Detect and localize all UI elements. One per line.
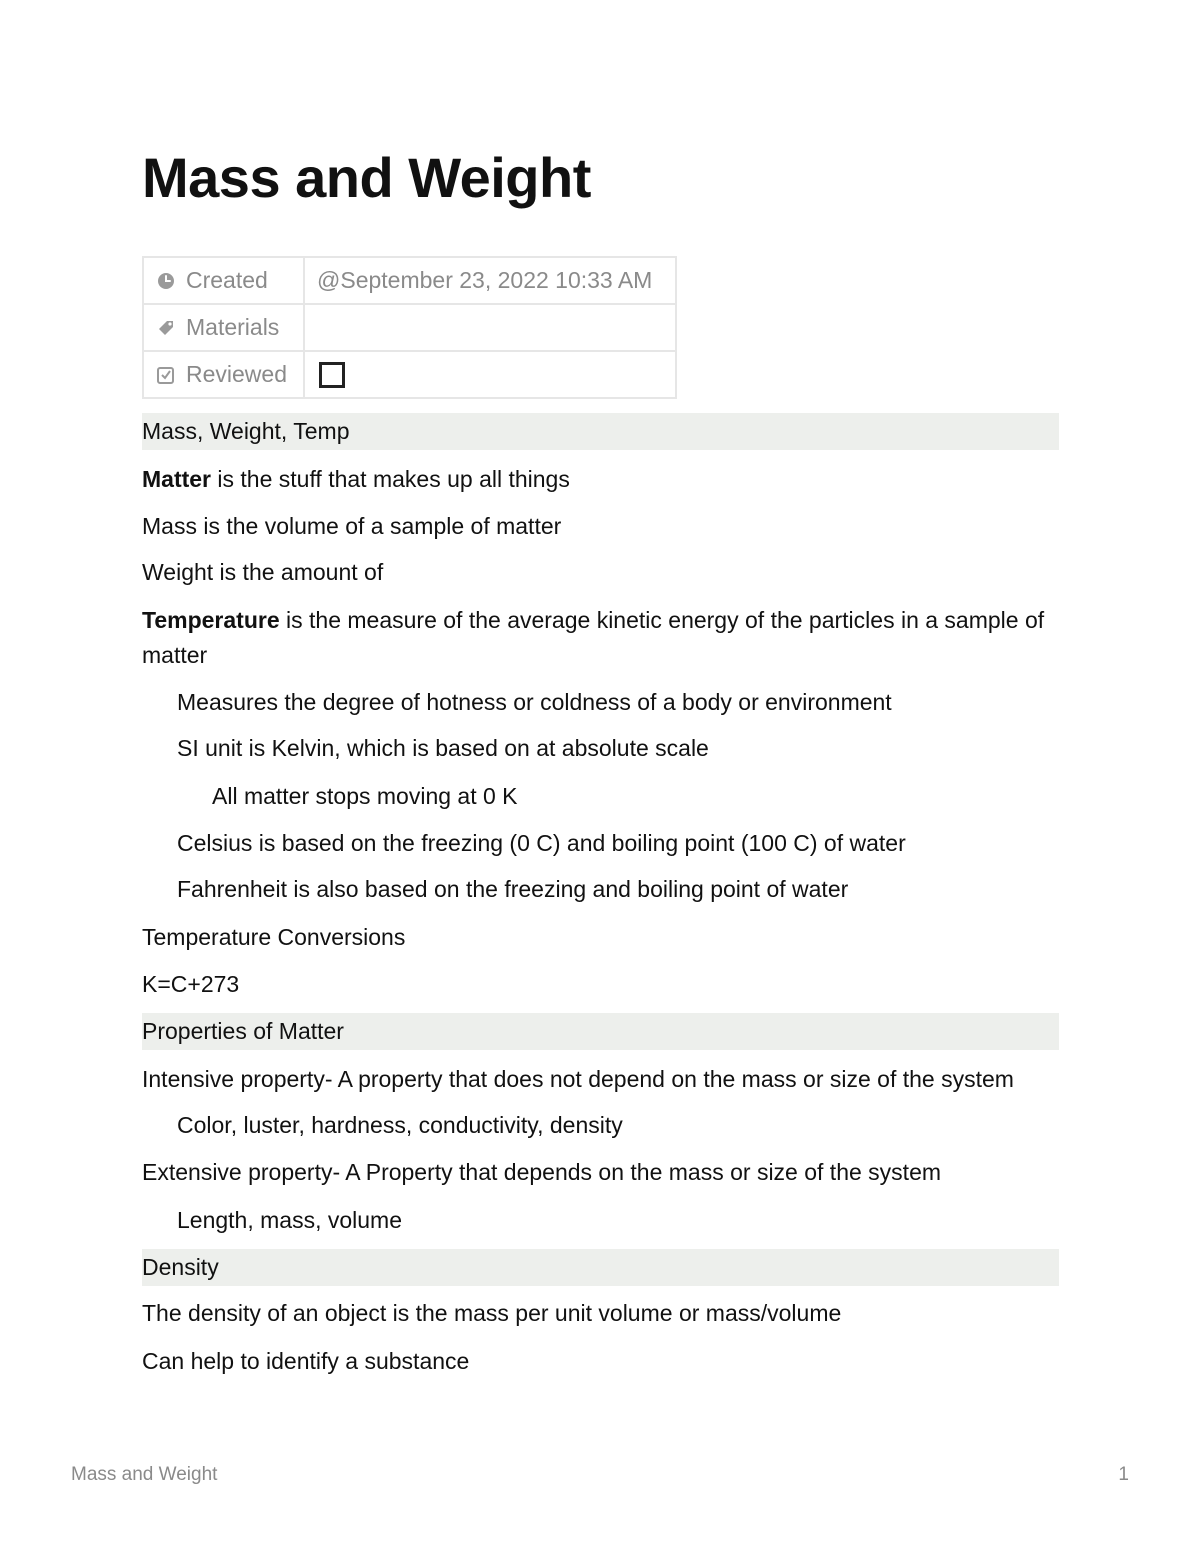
property-key-materials [143, 304, 304, 351]
property-label: Reviewed [186, 361, 287, 387]
paragraph-density-definition: The density of an object is the mass per unit volume or mass/volume [142, 1300, 842, 1326]
property-row-materials [143, 304, 676, 351]
reviewed-value [304, 351, 676, 398]
section-heading-density: Density [142, 1249, 1059, 1286]
checkbox-icon [156, 364, 176, 384]
footer-title: Mass and Weight [71, 1464, 218, 1485]
list-item-hotness: Measures the degree of hotness or coldness of a body or environment [177, 689, 892, 715]
page-title: Mass and Weight [142, 146, 591, 209]
property-label: Created [186, 267, 268, 293]
tag-icon [156, 317, 176, 337]
property-row-created [143, 257, 676, 304]
list-item-si-unit: SI unit is Kelvin, which is based on at absolute scale [177, 735, 709, 761]
property-key-created [143, 257, 304, 304]
paragraph-conversions: Temperature Conversions [142, 924, 406, 950]
property-key-reviewed [143, 351, 304, 398]
paragraph-density-use: Can help to identify a substance [142, 1348, 470, 1374]
paragraph-formula: K=C+273 [142, 971, 240, 997]
list-item-absolute-zero: All matter stops moving at 0 K [212, 783, 518, 809]
term-matter: Matter [142, 466, 212, 492]
property-label: Materials [186, 314, 280, 340]
section-heading-mass-weight-temp: Mass, Weight, Temp [142, 413, 1059, 450]
clock-icon [156, 270, 176, 290]
paragraph-matter [142, 462, 1059, 497]
property-row-reviewed [143, 351, 676, 398]
paragraph-matter-text: is the stuff that makes up all things [211, 466, 570, 492]
page-number: 1 [1118, 1464, 1129, 1485]
list-item-extensive-examples: Length, mass, volume [177, 1207, 403, 1233]
term-temperature: Temperature [142, 607, 280, 633]
paragraph-intensive: Intensive property- A property that does not depend on the mass or size of the system [142, 1066, 1014, 1092]
list-item-fahrenheit: Fahrenheit is also based on the freezing and boiling point of water [177, 876, 849, 902]
paragraph-temperature [142, 603, 1059, 673]
properties-table [142, 256, 677, 399]
materials-value[interactable] [304, 304, 676, 351]
paragraph-weight: Weight is the amount of [142, 559, 384, 585]
paragraph-temperature-text: is the measure of the average kinetic energy of the particles in a sample of matter [142, 607, 1045, 668]
created-date-value[interactable]: @September 23, 2022 10:33 AM [304, 257, 676, 304]
paragraph-mass: Mass is the volume of a sample of matter [142, 513, 562, 539]
reviewed-checkbox[interactable] [319, 362, 345, 388]
section-heading-properties: Properties of Matter [142, 1013, 1059, 1050]
list-item-celsius: Celsius is based on the freezing (0 C) and boiling point (100 C) of water [177, 830, 906, 856]
paragraph-extensive: Extensive property- A Property that depends on the mass or size of the system [142, 1159, 942, 1185]
list-item-intensive-examples: Color, luster, hardness, conductivity, density [177, 1112, 623, 1138]
